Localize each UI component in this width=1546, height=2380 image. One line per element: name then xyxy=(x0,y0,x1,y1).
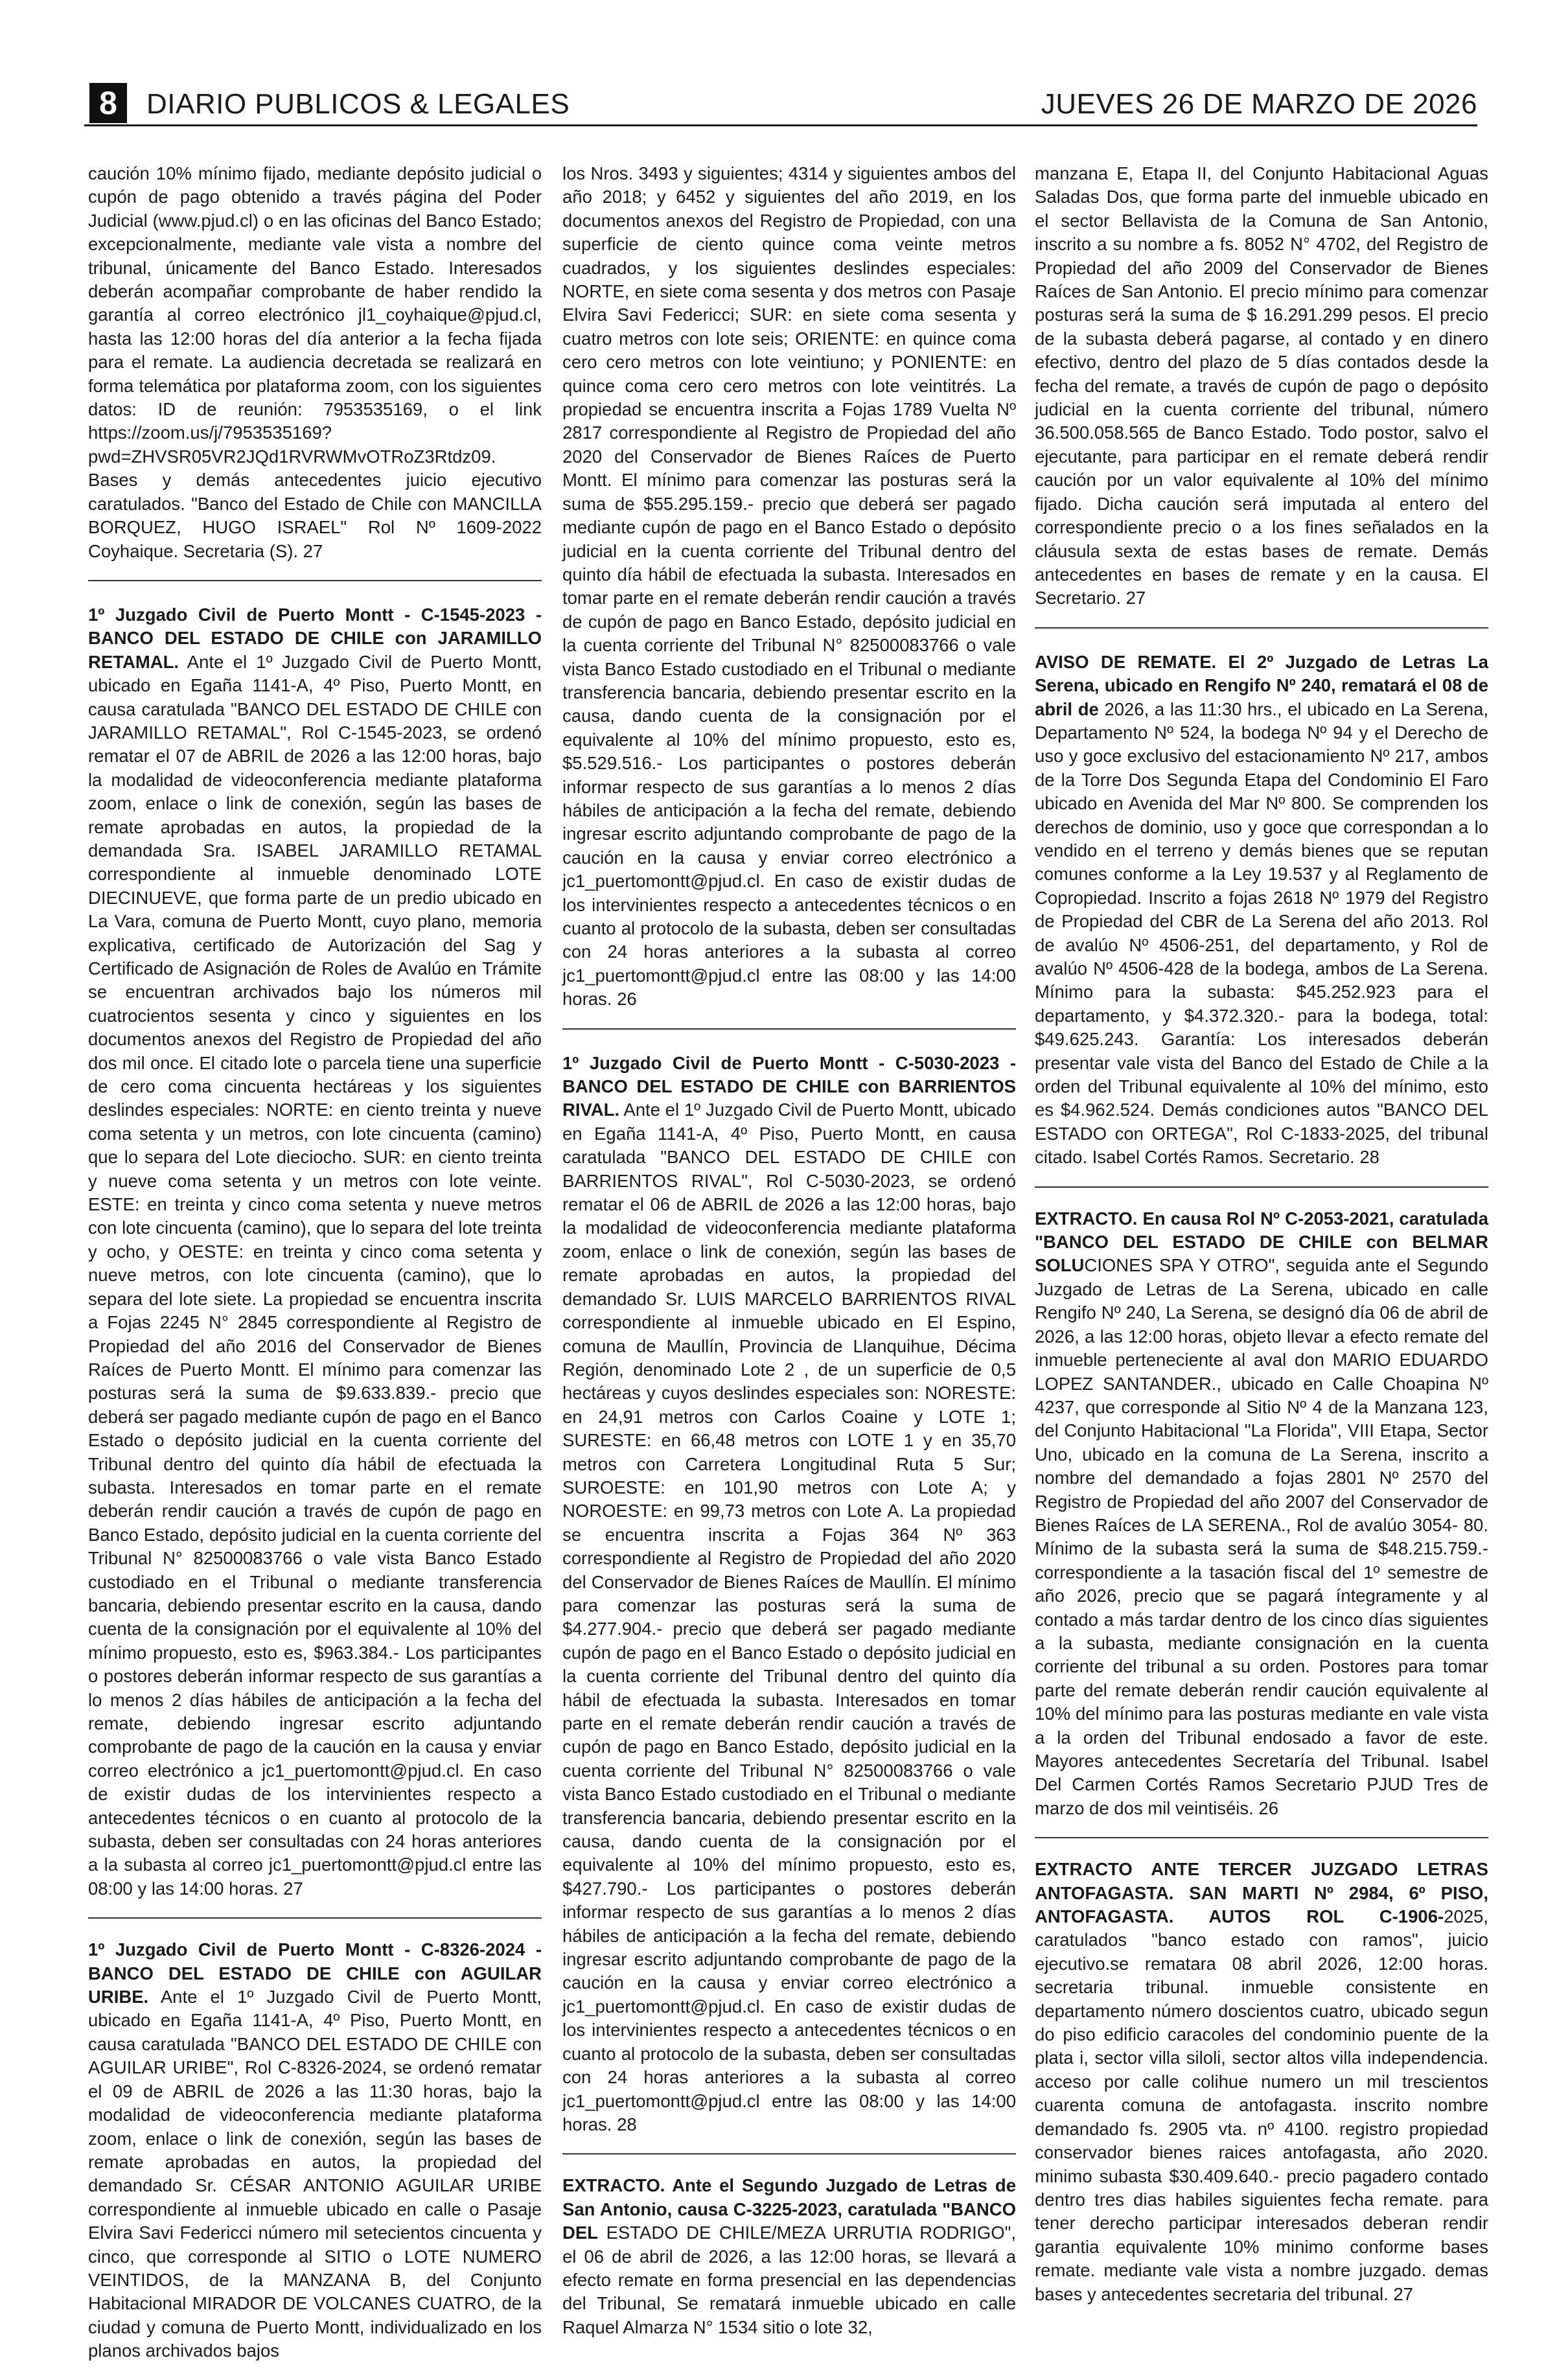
notice-body: 2025, caratulados "banco estado con ramos", juicio ejecutivo.se rematara 08 abril 2026, 12:00 horas. secretaria tribunal. inmueble consistente en departamento número doscientos cuatro, ubicado segun do piso edificio caracoles del condominio puente de la plata i, sector villa siloli, sector altos villa independencia. acceso por calle colihue numero un mil trescientos cuarenta comuna de antofagasta. inscrito nombre demandado fs. 2905 vta. nº 4100. registro propiedad conservador bienes raices antofagasta, año 2020. minimo subasta $30.409.640.- precio pagadero contado dentro tres dias habiles siguientes fecha remate. para tener derecho participar interesados deberan rendir garantia equivalente 10% minimo conforme bases remate. mediante vale vista a nombre juzgado. demas bases y antecedentes secretaria del tribunal. 27 xyxy=(1035,1906,1488,2304)
notice-body: los Nros. 3493 y siguientes; 4314 y siguientes ambos del año 2018; y 6452 y siguientes del año 2019, en los documentos anexos del Registro de Propiedad, con una superficie de ciento quince coma veinte metros cuadrados, y los siguientes deslindes especiales: NORTE, en siete coma sesenta y dos metros con Pasaje Elvira Savi Federicci; SUR: en siete coma sesenta y cuatro metros con lote seis; ORIENTE: en quince coma cero cero metros con lote veintiuno; y PONIENTE: en quince coma cero cero metros con lote veintitrés. La propiedad se encuentra inscrita a Fojas 1789 Vuelta Nº 2817 correspondiente al Registro de Propiedad del año 2020 del Conservador de Bienes Raíces de Puerto Montt. El mínimo para comenzar las posturas será la suma de $55.295.159.- precio que deberá ser pagado mediante cupón de pago en el Banco Estado o depósito judicial en la cuenta corriente del Tribunal dentro del quinto día hábil de efectuada la subasta. Interesados en tomar parte en el remate deberán rendir caución a través de cupón de pago en Banco Estado, depósito judicial en la cuenta corriente del Tribunal N° 82500083766 o vale vista Banco Estado custodiado en el Tribunal o mediante transferencia bancaria, debiendo presentar escrito en la causa, dando cuenta de la consignación por el equivalente al 10% del mínimo propuesto, esto es, $5.529.516.- Los participantes o postores deberán informar respecto de sus garantías a lo menos 2 días hábiles de anticipación a la fecha del remate, debiendo ingresar escrito adjuntando comprobante de pago de la caución en la causa y enviar correo electrónico a jc1_puertomontt@pjud.cl. En caso de existir dudas de los intervinientes respecto a antecedentes técnicos o en cuanto al protocolo de la subasta, deben ser consultadas con 24 horas anteriores a la subasta al correo jc1_puertomontt@pjud.cl entre las 08:00 y las 14:00 horas. 26 xyxy=(562,163,1016,1010)
notice-heading: EXTRACTO. Ante el Segundo Juzgado de Letras de San Antonio, causa C-3225-2023, caratulada "BANCO DEL xyxy=(562,2175,1016,2243)
notice xyxy=(88,603,542,1919)
notice-heading: EXTRACTO. En causa Rol Nº C-2053-2021, caratulada "BANCO DEL ESTADO DE CHILE con BELMAR SOLU xyxy=(1035,1208,1488,1276)
notice-text xyxy=(1035,1858,1488,2306)
notice-body: Ante el 1º Juzgado Civil de Puerto Montt, ubicado en Egaña 1141-A, 4º Piso, Puerto Montt, en causa caratulada "BANCO DEL ESTADO DE CHILE con JARAMILLO RETAMAL", Rol C-1545-2023, se ordenó rematar el 07 de ABRIL de 2026 a las 12:00 horas, bajo la modalidad de videoconferencia mediante plataforma zoom, enlace o link de conexión, según las bases de remate aprobadas en autos, la propiedad de la demandada Sra. ISABEL JARAMILLO RETAMAL correspondiente al inmueble denominado LOTE DIECINUEVE, que forma parte de un predio ubicado en La Vara, comuna de Puerto Montt, cuyo plano, memoria explicativa, certificado de Autorización del Sag y Certificado de Asignación de Roles de Avalúo en Trámite se encuentran archivados bajo los números mil cuatrocientos sesenta y cinco y siguientes en los documentos anexos del Registro de Propiedad del año dos mil once. El citado lote o parcela tiene una superficie de cero coma cincuenta hectáreas y los siguientes deslindes especiales: NORTE: en ciento treinta y nueve coma setenta y un metros, con lote cincuenta (camino) que lo separa del Lote dieciocho. SUR: en ciento treinta y nueve coma setenta y un metros con lote veinte. ESTE: en treinta y cinco coma setenta y nueve metros con lote cincuenta (camino), que lo separa del lote treinta y ocho, y OESTE: en treinta y cinco coma setenta y nueve metros, con lote cincuenta (camino), que lo separa del lote siete. La propiedad se encuentra inscrita a Fojas 2245 N° 2845 correspondiente al Registro de Propiedad del año 2016 del Conservador de Bienes Raíces de Puerto Montt. El mínimo para comenzar las posturas será la suma de $9.633.839.- precio que deberá ser pagado mediante cupón de pago en el Banco Estado o depósito judicial en la cuenta corriente del Tribunal dentro del quinto día hábil de efectuada la subasta. Interesados en tomar parte en el remate deberán rendir caución a través de cupón de pago en Banco Estado, depósito judicial en la cuenta corriente del Tribunal N° 82500083766 o vale vista Banco Estado custodiado en el Tribunal o mediante transferencia bancaria, debiendo presentar escrito en la causa, dando cuenta de la consignación por el equivalente al 10% del mínimo propuesto, esto es, $963.384.- Los participantes o postores deberán informar respecto de sus garantías a lo menos 2 días hábiles de anticipación a la fecha del remate, debiendo ingresar escrito adjuntando comprobante de pago de la caución en la causa y enviar correo electrónico a jc1_puertomontt@pjud.cl. En caso de existir dudas de los intervinientes respecto a antecedentes técnicos o en cuanto al protocolo de la subasta, deben ser consultadas con 24 horas anteriores a la subasta al correo jc1_puertomontt@pjud.cl entre las 08:00 y las 14:00 horas. 27 xyxy=(88,651,542,1899)
notice-body: 2026, a las 11:30 hrs., el ubicado en La Serena, Departamento Nº 524, la bodega Nº 94 y el Derecho de uso y goce exclusivo del estacionamiento Nº 217, ambos de la Torre Dos Segunda Etapa del Condominio El Faro ubicado en Avenida del Mar Nº 800. Se comprenden los derechos de dominio, uso y goce que correspondan a lo vendido en el terreno y demás bienes que se reputan comunes conforme a la Ley 19.537 y al Reglamento de Copropiedad. Inscrito a fojas 2618 Nº 1979 del Registro de Propiedad del CBR de La Serena del año 2013. Rol de avalúo Nº 4506-251, del departamento, y Rol de avalúo Nº 4506-428 de la bodega, ambos de La Serena. Mínimo para la subasta: $45.252.923 para el departamento, y $4.372.320.- para la bodega, total: $49.625.243. Garantía: Los interesados deberán presentar vale vista del Banco del Estado de Chile a la orden del Tribunal equivalente al 10% del mínimo, esto es $4.962.524. Demás condiciones autos "BANCO DEL ESTADO con ORTEGA", Rol C-1833-2025, del tribunal citado. Isabel Cortés Ramos. Secretario. 28 xyxy=(1035,699,1489,1168)
notice-body: ESTADO DE CHILE/MEZA URRUTIA RODRIGO", el 06 de abril de 2026, a las 12:00 horas, se llevará a efecto remate en forma presencial en las dependencias del Tribunal, Se rematará inmueble ubicado en calle Raquel Almarza N° 1534 sitio o lote 32, xyxy=(562,2223,1017,2337)
publication-title: DIARIO PUBLICOS & LEGALES xyxy=(146,88,570,120)
notice-body: CIONES SPA Y OTRO", seguida ante el Segundo Juzgado de Letras de La Serena, ubicado en calle Rengifo Nº 240, La Serena, se designó día 06 de abril de 2026, a las 12:00 horas, objeto llevar a efecto remate del inmueble perteneciente al aval don MARIO EDUARDO LOPEZ SANTANDER., ubicado en Calle Choapina Nº 4237, que corresponde al Sitio Nº 4 de la Manzana 123, del Conjunto Habitacional "La Florida", VIII Etapa, Sector Uno, ubicado en la comuna de La Serena, inscrito a nombre del demandado a fojas 2801 Nº 2570 del Registro de Propiedad del año 2007 del Conservador de Bienes Raíces de LA SERENA., Rol de avalúo 3054- 80. Mínimo de la subasta será la suma de $48.215.759.- correspondiente a la tasación fiscal del 1º semestre de año 2026, precio que se pagará íntegramente y al contado a más tardar dentro de los cinco días siguientes a la subasta, mediante consignación en la cuenta corriente del tribunal a su orden. Postores para tomar parte del remate deberán rendir caución equivalente al 10% del mínimo para las posturas mediante en vale vista a la orden del Tribunal endosado a favor de este. Mayores antecedentes Secretaría del Tribunal. Isabel Del Carmen Cortés Ramos Secretario PJUD Tres de marzo de dos mil veintiséis. 26 xyxy=(1035,1255,1488,1818)
column-3 xyxy=(1035,162,1489,2304)
notice-text xyxy=(562,162,1016,1011)
notice-body: Ante el 1º Juzgado Civil de Puerto Montt, ubicado en Egaña 1141-A, 4º Piso, Puerto Montt, en causa caratulada "BANCO DEL ESTADO DE CHILE con BARRIENTOS RIVAL", Rol C-5030-2023, se ordenó rematar el 06 de ABRIL de 2026 a las 12:00 horas, bajo la modalidad de videoconferencia mediante plataforma zoom, enlace o link de conexión, según las bases de remate aprobadas en autos, la propiedad del demandado Sr. LUIS MARCELO BARRIENTOS RIVAL correspondiente al inmueble ubicado en El Espino, comuna de Maullín, Provincia de Llanquihue, Décima Región, denominado Lote 2 , de un superficie de 0,5 hectáreas y cuyos deslindes especiales son: NORESTE: en 24,91 metros con Carlos Coaine y LOTE 1; SURESTE: en 66,48 metros con LOTE 1 y en 35,70 metros con Carretera Longitudinal Ruta 5 Sur; SUROESTE: en 101,90 metros con Lote A; y NOROESTE: en 99,73 metros con Lote A. La propiedad se encuentra inscrita a Fojas 364 Nº 363 correspondiente al Registro de Propiedad del año 2020 del Conservador de Bienes Raíces de Maullín. El mínimo para comenzar las posturas será la suma de $4.277.904.- precio que deberá ser pagado mediante cupón de pago en el Banco Estado o depósito judicial en la cuenta corriente del Tribunal dentro del quinto día hábil de efectuada la subasta. Interesados en tomar parte en el remate deberán rendir caución a través de cupón de pago en Banco Estado, depósito judicial en la cuenta corriente del Tribunal N° 82500083766 o vale vista Banco Estado custodiado en el Tribunal o mediante transferencia bancaria, debiendo presentar escrito en la causa, dando cuenta de la consignación por el equivalente al 10% del mínimo propuesto, esto es, $427.790.- Los participantes o postores deberán informar respecto de sus garantías a lo menos 2 días hábiles de anticipación a la fecha del remate, debiendo ingresar escrito adjuntando comprobante de pago de la caución en la causa y enviar correo electrónico a jc1_puertomontt@pjud.cl. En caso de existir dudas de los intervinientes respecto a antecedentes técnicos o en cuanto al protocolo de la subasta, deben ser consultadas con 24 horas anteriores a la subasta al correo jc1_puertomontt@pjud.cl entre las 08:00 y las 14:00 horas. 28 xyxy=(562,1100,1016,2134)
notice-heading: 1º Juzgado Civil de Puerto Montt - C-5030-2023 - BANCO DEL ESTADO DE CHILE con BARRIENTOS RIVAL. xyxy=(562,1052,1016,1120)
notice-text xyxy=(562,2174,1016,2339)
column-1 xyxy=(88,162,542,2361)
notice-text xyxy=(1035,1207,1488,1821)
page-header xyxy=(84,83,1477,123)
notice xyxy=(1035,162,1488,629)
notice xyxy=(562,162,1016,1030)
notice xyxy=(1035,651,1488,1188)
notice-heading: AVISO DE REMATE. El 2º Juzgado de Letras La Serena, ubicado en Rengifo Nº 240, rematará el 08 de abril de xyxy=(1035,651,1488,719)
notice xyxy=(1035,1207,1488,1839)
notice xyxy=(88,162,542,581)
issue-date: JUEVES 26 DE MARZO DE 2026 xyxy=(1041,88,1477,120)
notice-heading: 1º Juzgado Civil de Puerto Montt - C-8326-2024 - BANCO DEL ESTADO DE CHILE con AGUILAR URIBE. xyxy=(88,1939,542,2007)
header-rule xyxy=(84,124,1477,126)
notice xyxy=(562,2174,1016,2356)
notice-text xyxy=(88,1938,542,2363)
notice-text xyxy=(88,603,542,1901)
notice xyxy=(562,1052,1016,2155)
notice-text xyxy=(1035,651,1488,1170)
notice-heading: EXTRACTO ANTE TERCER JUZGADO LETRAS ANTOFAGASTA. SAN MARTI Nº 2984, 6º PISO, ANTOFAGASTA. AUTOS ROL C-1906- xyxy=(1035,1859,1488,1927)
notice-text xyxy=(1035,162,1488,610)
notice-text xyxy=(562,1052,1016,2137)
notice xyxy=(1035,1858,1488,2323)
notice-body: caución 10% mínimo fijado, mediante depósito judicial o cupón de pago obtenido a través página del Poder Judicial (www.pjud.cl) o en las oficinas del Banco Estado; excepcionalmente, mediante vale vista a nombre del tribunal, únicamente del Banco Estado. Interesados deberán acompañar comprobante de haber rendido la garantía al correo electrónico jl1_coyhaique@pjud.cl, hasta las 12:00 horas del día anterior a la fecha fijada para el remate. La audiencia decretada se realizará en forma telemática por plataforma zoom, con los siguientes datos: ID de reunión: 7953535169, o el link https://zoom.us/j/7953535169?pwd=ZHVSR05VR2JQd1RVRWMvOTRoZ3Rtdz09. Bases y demás antecedentes juicio ejecutivo caratulados. "Banco del Estado de Chile con MANCILLA BORQUEZ, HUGO ISRAEL" Rol Nº 1609-2022 Coyhaique. Secretaria (S). 27 xyxy=(88,163,542,561)
notice-heading: 1º Juzgado Civil de Puerto Montt - C-1545-2023 - BANCO DEL ESTADO DE CHILE con JARAMILLO RETAMAL. xyxy=(88,604,542,672)
notice xyxy=(88,1938,542,2379)
column-2 xyxy=(562,162,1017,2337)
notice-text xyxy=(88,162,542,563)
notice-body: manzana E, Etapa II, del Conjunto Habitacional Aguas Saladas Dos, que forma parte del inmueble ubicado en el sector Bellavista de la Comuna de San Antonio, inscrito a su nombre a fs. 8052 N° 4702, del Registro de Propiedad del año 2009 del Conservador de Bienes Raíces de San Antonio. El precio mínimo para comenzar posturas será la suma de $ 16.291.299 pesos. El precio de la subasta deberá pagarse, al contado y en dinero efectivo, dentro del plazo de 5 días contados desde la fecha del remate, a través de cupón de pago o depósito judicial en la cuenta corriente del tribunal, número 36.500.058.565 de Banco Estado. Todo postor, salvo el ejecutante, para participar en el remate deberá rendir caución por un valor equivalente al 10% del mínimo fijado. Dicha caución será imputada al entero del correspondiente precio o a los fines señalados en la cláusula sexta de estas bases de remate. Demás antecedentes en bases de remate y en la causa. El Secretario. 27 xyxy=(1035,163,1488,608)
page-number: 8 xyxy=(89,83,127,123)
notice-body: Ante el 1º Juzgado Civil de Puerto Montt, ubicado en Egaña 1141-A, 4º Piso, Puerto Montt, en causa caratulada "BANCO DEL ESTADO DE CHILE con AGUILAR URIBE", Rol C-8326-2024, se ordenó rematar el 09 de ABRIL de 2026 a las 11:30 horas, bajo la modalidad de videoconferencia mediante plataforma zoom, enlace o link de conexión, según las bases de remate aprobadas en autos, la propiedad del demandado Sr. CÉSAR ANTONIO AGUILAR URIBE correspondiente al inmueble ubicado en calle o Pasaje Elvira Savi Federicci número mil setecientos cincuenta y cinco, que corresponde al SITIO o LOTE NUMERO VEINTIDOS, de la MANZANA B, del Conjunto Habitacional MIRADOR DE VOLCANES CUATRO, de la ciudad y comuna de Puerto Montt, individualizado en los planos archivados bajos xyxy=(88,1987,542,2361)
